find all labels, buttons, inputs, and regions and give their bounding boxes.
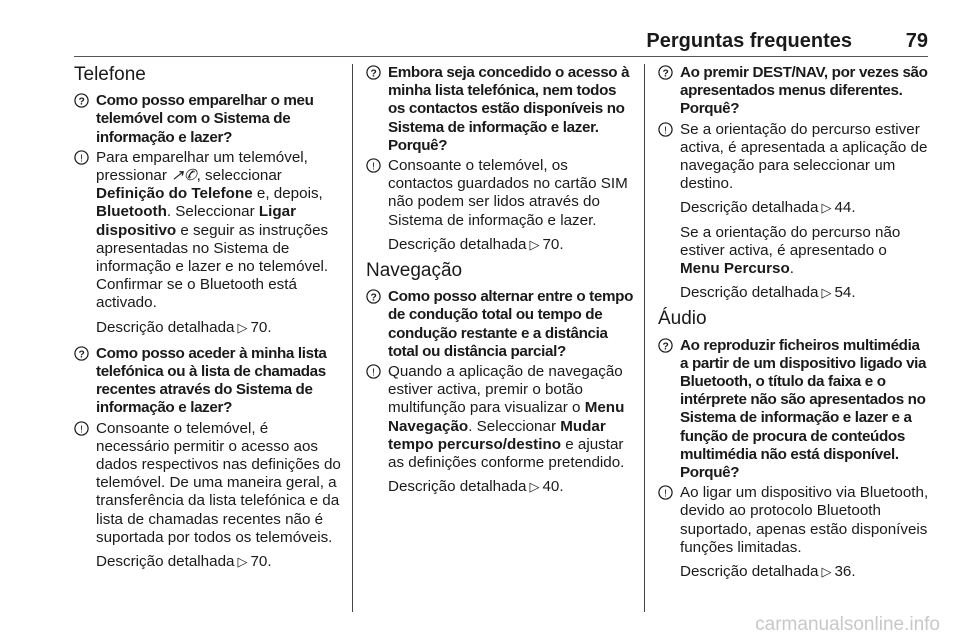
- question: [366, 64, 636, 155]
- answer-text-part: Para emparelhar um telemóvel, pressionar: [96, 148, 308, 185]
- column-divider: [644, 64, 645, 612]
- answer-text-part: . Seleccionar: [468, 417, 561, 435]
- reference: [680, 199, 930, 217]
- answer: [74, 149, 344, 313]
- reference: [388, 236, 636, 254]
- question-text: Como posso aceder à minha lista telefónica ou à lista de chamadas recentes através do Sistema de informação e lazer?: [96, 344, 327, 417]
- answer-text-part: Se a orientação do percurso não estiver activa, é apresentado o: [680, 223, 901, 259]
- svg-text:?: ?: [370, 292, 377, 304]
- question-text: Embora seja concedido o acesso à minha lista telefónica, nem todos os contactos estão disponíveis no Sistema de informação e lazer. Porquê?: [388, 64, 630, 154]
- page-number: 79: [905, 30, 928, 52]
- exclamation-circle-icon: [658, 121, 680, 137]
- column-3: [658, 64, 930, 589]
- svg-text:!: !: [664, 488, 667, 500]
- reference-arrow-icon: ▷: [821, 200, 832, 216]
- answer-text: Se a orientação do percurso estiver activa, é apresentada a aplicação de navegação para seleccionar um destino.: [680, 120, 928, 193]
- reference-text: Descrição detalhada: [388, 478, 527, 496]
- reference-arrow-icon: ▷: [821, 285, 832, 301]
- reference-text: Descrição detalhada: [96, 553, 235, 571]
- svg-text:?: ?: [662, 68, 669, 80]
- reference-page[interactable]: 70.: [250, 318, 272, 336]
- svg-text:!: !: [80, 423, 83, 435]
- answer-text: [96, 149, 344, 313]
- section-heading-telefone: Telefone: [74, 64, 146, 85]
- column-1: [74, 64, 344, 579]
- reference-page[interactable]: 70.: [250, 553, 272, 571]
- reference-page[interactable]: 54.: [834, 284, 856, 302]
- svg-text:?: ?: [78, 96, 85, 108]
- reference-page[interactable]: 44.: [834, 199, 856, 217]
- question: [74, 92, 344, 147]
- answer-text-part: .: [789, 260, 794, 278]
- question-circle-icon: [366, 64, 388, 80]
- reference-text: Descrição detalhada: [680, 199, 819, 217]
- exclamation-circle-icon: [74, 420, 96, 436]
- faq-item: [74, 92, 344, 337]
- svg-text:?: ?: [370, 68, 377, 80]
- reference-text: Descrição detalhada: [388, 235, 527, 253]
- menu-term: Mudar tempo percurso/destino: [388, 417, 606, 453]
- answer-text-part: . Seleccionar: [166, 203, 259, 221]
- reference-arrow-icon: ▷: [821, 564, 832, 580]
- answer-text: Consoante o telemóvel, é necessário permitir o acesso aos dados respectivos nas definições do telemóvel. De uma maneira geral, a transferência da lista telefónica e da lista de chamadas recentes não é suportada por todos os telemóveis.: [96, 419, 341, 546]
- reference-arrow-icon: ▷: [529, 479, 540, 495]
- faq-item: [74, 345, 344, 571]
- question: [658, 337, 930, 483]
- faq-item: [366, 64, 636, 254]
- answer-text-part: Quando a aplicação de navegação estiver activa, premir o botão multifunção para visualizar o: [388, 363, 623, 417]
- answer: [658, 121, 930, 194]
- reference: [96, 553, 344, 571]
- section-heading-audio: Áudio: [658, 308, 707, 330]
- answer: [74, 420, 344, 547]
- page-header: [0, 0, 960, 56]
- svg-text:!: !: [80, 153, 83, 165]
- column-2: [366, 64, 636, 504]
- watermark: carmanualsonline.info: [755, 614, 940, 635]
- reference-arrow-icon: ▷: [237, 319, 248, 335]
- svg-text:?: ?: [78, 349, 85, 361]
- menu-term: Menu Navegação: [388, 399, 625, 435]
- page-title: Perguntas frequentes: [646, 30, 852, 52]
- reference-text: Descrição detalhada: [96, 318, 235, 336]
- column-divider: [352, 64, 353, 612]
- reference-text: Descrição detalhada: [680, 563, 819, 581]
- reference: [680, 563, 930, 581]
- answer-text: [388, 363, 636, 472]
- exclamation-circle-icon: [366, 363, 388, 379]
- answer-text-part: e, depois,: [252, 185, 323, 203]
- exclamation-circle-icon: [74, 149, 96, 165]
- answer-text: Ao ligar um dispositivo via Bluetooth, devido ao protocolo Bluetooth suportado, apenas estão disponíveis funções limitadas.: [680, 484, 929, 556]
- phone-menu-icon: ↗︎✆: [171, 167, 197, 185]
- question-circle-icon: [74, 345, 96, 361]
- svg-text:!: !: [372, 367, 375, 379]
- question-circle-icon: [658, 64, 680, 80]
- reference: [388, 478, 636, 496]
- reference-arrow-icon: ▷: [237, 554, 248, 570]
- question-circle-icon: [366, 288, 388, 304]
- header-divider: [74, 56, 928, 57]
- section-heading-navegacao: Navegação: [366, 260, 463, 282]
- faq-item: [366, 288, 636, 496]
- reference: [680, 284, 930, 302]
- question: [366, 288, 636, 361]
- svg-text:!: !: [372, 161, 375, 173]
- answer-continuation: [680, 224, 930, 279]
- faq-item: [658, 337, 930, 582]
- question-text: Como posso alternar entre o tempo de condução total ou tempo de condução restante e a distância total ou distância parcial?: [388, 288, 633, 360]
- question-circle-icon: [74, 92, 96, 108]
- menu-term: Definição do Telefone: [96, 185, 253, 203]
- answer: [366, 363, 636, 472]
- exclamation-circle-icon: [658, 484, 680, 500]
- reference-arrow-icon: ▷: [529, 236, 540, 252]
- answer-text-part: , seleccionar: [196, 167, 282, 185]
- question: [74, 345, 344, 418]
- reference-page[interactable]: 36.: [834, 563, 856, 581]
- reference: [96, 319, 344, 337]
- menu-term: Ligar dispositivo: [96, 203, 297, 239]
- reference-page[interactable]: 40.: [542, 478, 564, 496]
- question: [658, 64, 930, 119]
- svg-text:!: !: [664, 124, 667, 136]
- question-circle-icon: [658, 337, 680, 353]
- exclamation-circle-icon: [366, 157, 388, 173]
- answer-text-part: e seguir as instruções apresentadas no Sistema de informação e lazer e no telemóvel. Confirmar se o Bluetooth está activado.: [96, 221, 329, 312]
- answer: [366, 157, 636, 230]
- menu-term: Bluetooth: [96, 203, 167, 221]
- answer: [658, 484, 930, 557]
- svg-text:?: ?: [662, 340, 669, 352]
- question-text: Ao reproduzir ficheiros multimédia a partir de um dispositivo ligado via Bluetooth, o título da faixa e o intérprete não são apresentados no Sistema de informação e lazer e a função de procura de conteúdos multimédia não está disponível. Porquê?: [680, 336, 927, 482]
- question-text: Como posso emparelhar o meu telemóvel com o Sistema de informação e lazer?: [96, 92, 314, 146]
- faq-item: [658, 64, 930, 302]
- reference-page[interactable]: 70.: [542, 235, 564, 253]
- question-text: Ao premir DEST/NAV, por vezes são apresentados menus diferentes. Porquê?: [680, 64, 928, 118]
- menu-term: Menu Percurso: [680, 260, 790, 278]
- answer-text-part: e ajustar as definições conforme pretendido.: [388, 435, 625, 472]
- reference-text: Descrição detalhada: [680, 284, 819, 302]
- answer-text: Consoante o telemóvel, os contactos guardados no cartão SIM não podem ser lidos através do Sistema de informação e lazer.: [388, 157, 628, 229]
